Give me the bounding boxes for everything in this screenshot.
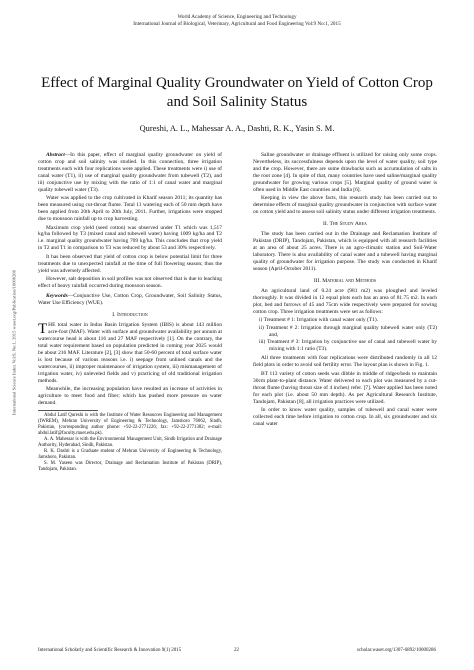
footnote-3: R. K. Dashti is a Graduate student of Mehran University of Engineering & Technology, Jamshoro, Pakistan. [38,448,222,460]
methods-p3: BT 113 variety of cotton seeds was dibble in middle of ridges/beds to maintain 30cm plant-to-plant distance. Water delivered to each plot was measured by a cut-throat flume (having throat size of 4 inches) refer. [7]. Water applied has been noted for each plot (i.e. about 50 mm depth). As per Agricultural Research Institute, Tandojam, Pakistan [8], all irrigation practices were utilized. [253,370,437,405]
abstract-label: Abstract [46,152,65,158]
footer-left: International Scholarly and Scientific Research & Innovation 9(1) 2015 [38,648,182,653]
journal-header [40,14,434,28]
footnotes [38,413,222,473]
methods-p4: In order to know water quality, samples of tubewell and canal water were collected each time before irrigation to cotton crop. In all, six groundwater and six canal water [253,407,437,427]
left-column [38,152,222,473]
methods-p2: All three treatments with four replications were distributed randomly in all 12 field plots in order to avoid soil fertility error. The layout plan is shown in Fig. 1. [253,355,437,369]
footnote-divider [38,410,98,411]
study-area-p: The study has been carried out in the Drainage and Reclamation Institute of Pakistan (DRIP), Tandojam, Pakistan, which is equipped with all research facilities at an area of about 25 acres. There is an agro-climatic station and Soil-Water laboratory. There is also availability of canal water and a tubewell having marginal quality of groundwater for irrigation purpose. The study was conducted in Kharif season (April-October 2011). [253,231,437,272]
right-p2: Keeping in view the above facts, this research study has been carried out to determine effects of marginal quality groundwater in conjunction with surface water on cotton yield and to assess soil salinity status under different irrigation treatments. [253,195,437,216]
footer-right: scholar.waset.org/1307-6892/10000286 [356,648,436,653]
section-heading-methods: III. Material and Methods [313,277,377,284]
treatment-item: i) Treatment # 1: Irrigation with canal water only (T1). [259,317,378,324]
paper-authors: Qureshi, A. L., Mahessar A. A., Dashti, R. K., Yasin S. M. [139,124,335,133]
footnote-1: Abdul Latif Qureshi is with the Institute of Water Resources Engineering and Management (IWREM), Mehran University of Engineering & Technology, Jamshoro 76062, Sindh, Pakistan, (corresponding author phone: +92-22-2771226; fax: +92-22-2771382; e-mail: abdul.latif@faculty.muet.edu.pk). [38,412,222,436]
intro-p2: Meanwhile, the increasing population have resulted an increase of activities in agriculture to meet food and fiber; which has pushed more pressure on water demand. [38,386,222,406]
footnote-2: A. A. Mahessar is with the Environmental Management Unit, Sindh Irrigation and Drainage Authority, Hyderabad, Sindh, Pakistan. [38,436,222,448]
intro-p1: THE total water in Indus Basin Irrigation System (IBIS) is about 143 million acre-foot (MAF). Water with surface and groundwater availability per annum at watercourse head is about 116 and 27 MAF respectively [1]. On the contrary, the total water requirement based on population predicted in coming year 2025 would be about 216 MAF. Literature [2], [3] show that 50-60 percent of total surface water is lost because of various reasons i.e. i) seepage from unlined canals and the watercourses, ii) improper maintenance of irrigation system, iii) mismanagement of irrigation water, iv) unleveled fields and v) practicing of old traditional irrigation methods. [38,320,222,384]
right-column [253,152,437,429]
journal-header-line2: International Journal of Biological, Veterinary, Agricultural and Food Engineering Vol:9 No:1, 2015 [133,21,341,27]
page-number: 22 [234,648,239,653]
keywords-label: Keywords [46,293,68,300]
journal-header-line1: World Academy of Science, Engineering and Technology [177,14,297,20]
side-margin-text: International Science Index Vol:9, No:1, 2015 waset.org/Publication/10000286 [11,269,17,416]
treatment-item: iii) Treatment # 3: Irrigation by conjunctive use of canal and tubewell water by mixing with 1:1 ratio (T3). [259,339,437,353]
section-heading-study-area: II. The Study Area [323,221,367,228]
section-heading-introduction: I. Introduction [112,312,148,319]
abstract-p4: It has been observed that yield of cotton crop is below potential limit for three treatments due to unexpected rainfall at the time of full flowering season; thus the yield was adversely affected. [38,253,222,274]
footnote-4: S. M. Yaseen was Director, Drainage and Reclamation Institute of Pakistan (DRIP), Tandojam, Pakistan. [38,460,222,472]
intro-dropcap: T [38,320,48,337]
treatment-item: ii) Treatment # 2: Irrigation through marginal quality tubewell water only (T2) and, [259,324,437,338]
abstract-p5: However, salt deposition in soil profiles was not observed that is due to leaching effect of heavy rainfall occurred during monsoon season. [38,276,222,290]
abstract-p2: Water was applied to the crop cultivated in Kharif season 2011; its quantity has been measured using cut-throat flume. Total 11 watering each of 50 mm depth have been applied from 20th April to 20th July, 2011. Further, irrigations were stopped due to monsoon rainfall up to crop harvesting. [38,195,222,223]
methods-p1: An agricultural land of 0.24 acre (981 m2) was ploughed and leveled thoroughly. It was divided in 12 equal plots each has an area of 81.75 m2. In each plot, bed and furrows of 45 and 75cm wide respectively were prepared for sowing cotton crop. Three irrigation treatments were set as follows: [253,287,437,315]
treatment-list [253,317,437,353]
paper-title: Effect of Marginal Quality Groundwater on Yield of Cotton Crop and Soil Salinity Status [41,75,433,110]
keywords: Keywords—Conjunctive Use, Cotton Crop, Groundwater, Soil Salinity Status, Water Use Efficiency (WUE). [38,293,222,307]
abstract-p1: Abstract—In this paper, effect of marginal quality groundwater on yield of cotton crop and soil salinity was studied. In this connection, three irrigation treatments each with four replications were applied. These treatments were i) use of canal water (T1), ii) use of marginal quality groundwater from tubewell (T2), and iii) conjunctive use by mixing with the ratio of 1:1 of canal water and marginal quality tubewell water (T3). [38,152,222,193]
right-p1: Saline groundwater or drainage effluent is utilized for raising only some crops. Nevertheless, its successfulness depends upon the level of water quality, soil type and the crop. However, there are some drawbacks such as accumulation of salts in the root zone [4]. In spite of that, many countries have used saline/marginal quality groundwater for growing various crops [5]. Marginal quality of ground water is often used in Middle East countries and India [6]. [253,152,437,193]
abstract-p3: Maximum crop yield (seed cotton) was observed under T1 which was 1,517 kg/ha followed by T3 (mixed canal and tubewell water) having 1009 kg/ha and T2 i.e. marginal quality groundwater having 709 kg/ha. This concludes that crop yield in T2 and T1 in comparison to T3 was reduced by about 53 and 30% respectively. [38,224,222,252]
